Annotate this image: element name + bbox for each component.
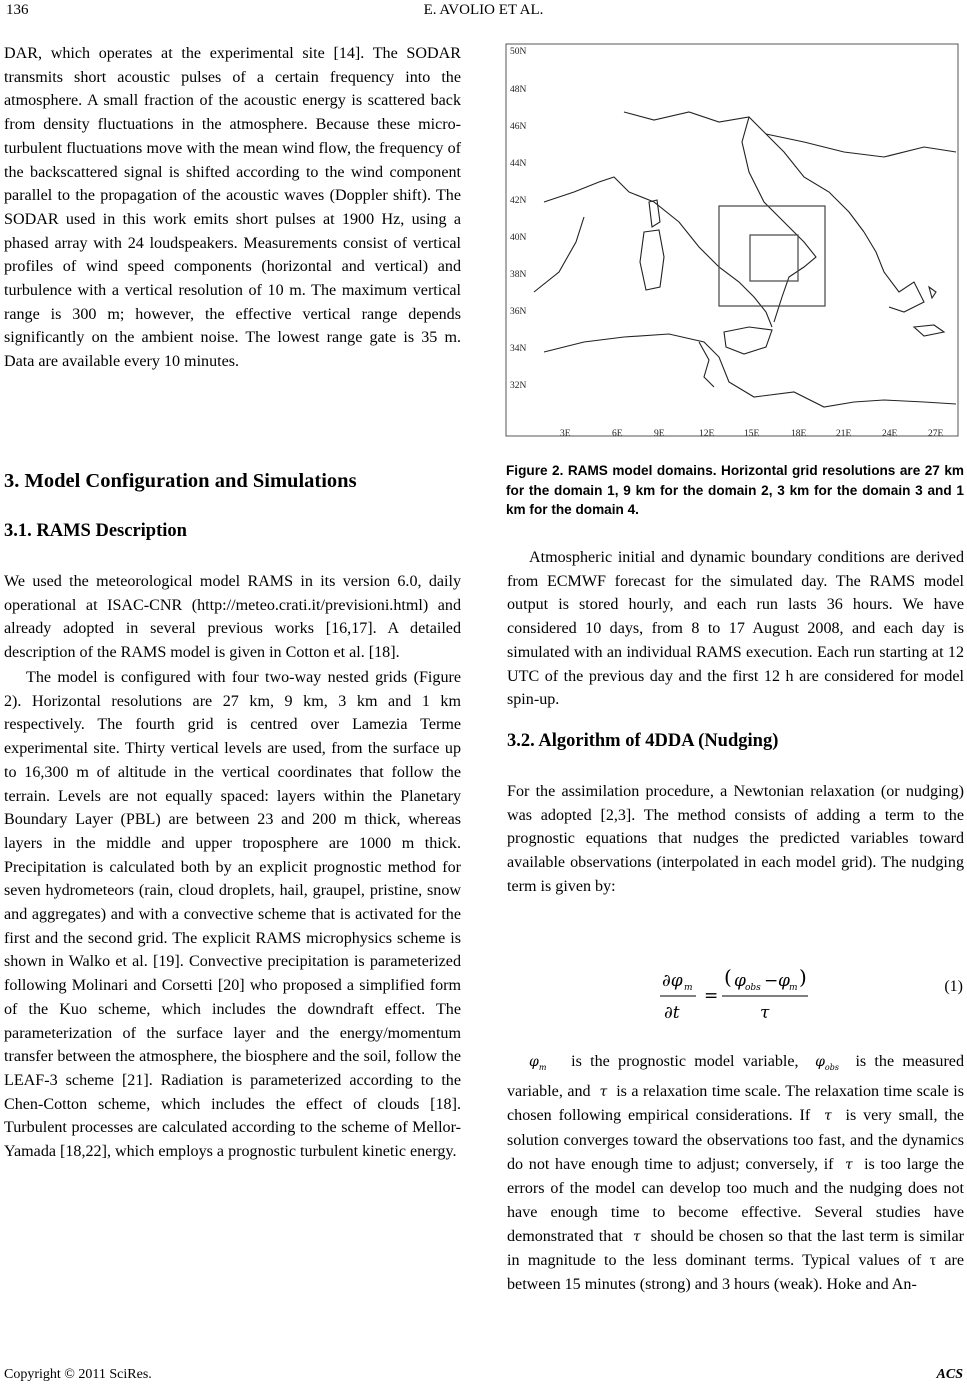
lon-label: 9E [654, 429, 665, 439]
svg-text:∂t: ∂t [664, 1003, 680, 1023]
svg-text:φ: φ [734, 971, 746, 991]
lat-label: 36N [510, 307, 527, 317]
nudging-equation [660, 960, 820, 1035]
svg-text:−: − [764, 971, 779, 991]
lat-label: 48N [510, 85, 527, 95]
lon-label: 12E [699, 429, 715, 439]
lat-label: 32N [510, 381, 527, 391]
subsection-title-3-2: 3.2. Algorithm of 4DDA (Nudging) [507, 731, 779, 751]
svg-text:obs: obs [745, 983, 761, 993]
journal-name: ACS [936, 1367, 963, 1382]
svg-text:m: m [789, 983, 798, 993]
copyright: Copyright © 2011 SciRes. [4, 1367, 152, 1382]
lon-label: 3E [560, 429, 571, 439]
svg-text:τ: τ [760, 1003, 770, 1023]
svg-text:): ) [799, 965, 807, 989]
lat-label: 38N [510, 270, 527, 280]
longitude-labels [560, 429, 944, 439]
lon-label: 21E [836, 429, 852, 439]
lon-label: 24E [882, 429, 898, 439]
rams-domains-map [504, 42, 964, 447]
subsection-title-3-1: 3.1. RAMS Description [4, 521, 187, 541]
lat-label: 40N [510, 233, 527, 243]
lon-label: 15E [744, 429, 760, 439]
lon-label: 18E [791, 429, 807, 439]
figure-caption: Figure 2. RAMS model domains. Horizontal grid resolutions are 27 km for the domain 1, 9 km for the domain 2, 3 km for the domain 3 and 1 km for the domain 4. [506, 463, 964, 517]
left-paragraph-3: The model is configured with four two-way nested grids (Figure 2). Horizontal resolutions are 27 km, 9 km, 3 km and 1 km respectively. The fourth grid is centred over Lamezia Terme experimental site. Thirty vertical levels are used, from the surface up to 16,300 m of altitude in the vertical coordinates that follow the terrain. Levels are not equally spaced: layers within the Planetary Boundary Layer (PBL) are between 23 and 200 m thick, whereas layers in the middle and upper troposphere are 1000 m thick. Precipitation is calculated both by an explicit prognostic method for seven hydrometeors (rain, cloud droplets, hail, graupel, pristine, snow and aggregates) and with a convective scheme that is activated for the first and the second grid. The explicit RAMS microphysics scheme is shown in Walko et al. [19]. Convective precipitation is parameterized following Molinari and Corsetti [20] who proposed a simplified form of the Kuo scheme, which includes the downdraft effect. The parameterization of the surface layer and the energy/momentum transfer between the atmosphere, the biosphere and the soil, follow the LEAF-3 scheme [21]. Radiation is parameterized according to the Chen-Cotton scheme, which includes the effect of clouds [18]. Turbulent processes are calculated according to the scheme of Mellor-Yamada [18,22], which employs a prognostic turbulent kinetic energy. [4, 669, 461, 1161]
lat-label: 34N [510, 344, 527, 354]
lat-label: 50N [510, 47, 527, 57]
svg-text:(: ( [724, 965, 732, 989]
equation-number: (1) [944, 978, 963, 995]
svg-text:φ: φ [778, 971, 790, 991]
svg-text:∂φ: ∂φ [662, 971, 683, 991]
lon-label: 6E [612, 429, 623, 439]
right-paragraph-1: Atmospheric initial and dynamic boundary conditions are derived from ECMWF forecast for the simulated day. The RAMS model output is stored hourly, and each run lasts 36 hours. We have considered 10 days, from 8 to 17 August 2008, and each day is simulated with an individual RAMS execution. Each run starting at 12 UTC of the previous day and the first 12 h are considered for model spin-up. [507, 549, 964, 709]
svg-text:m: m [684, 983, 693, 993]
lat-label: 46N [510, 122, 527, 132]
right-paragraph-2: For the assimilation procedure, a Newtonian relaxation (or nudging) was adopted [2,3]. The method consists of adding a term to the prognostic equations that nudges the predicted variables toward available observations (interpolated in each model grid). The nudging term is given by: [507, 783, 964, 895]
lon-label: 27E [928, 429, 944, 439]
lat-label: 44N [510, 159, 527, 169]
page-number: 136 [6, 2, 29, 18]
svg-text:=: = [704, 986, 719, 1006]
section-title: 3. Model Configuration and Simulations [4, 470, 357, 492]
lat-label: 42N [510, 196, 527, 206]
right-paragraph-3: $\varphi_m$ is the prognostic model variable, $\varphi_{obs}$ is the measured variable, and τ is a relaxation time scale. The relaxation time scale is chosen following empirical considerations. If τ is very small, the solution converges toward the observations too fast, and the dynamics do not have enough time to adjust; conversely, if τ is too large the errors of the model can develop too much and the nudging does not have enough time to become effective. Several studies have demonstrated that τ should be chosen so that the last term is similar in magnitude to the less dominant terms. Typical values of τ are between 15 minutes (strong) and 3 hours (weak). Hoke and An- [507, 1053, 965, 1294]
running-title: E. AVOLIO ET AL. [423, 2, 544, 18]
left-paragraph-2: We used the meteorological model RAMS in its version 6.0, daily operational at ISAC-CNR (http://meteo.crati.it/previsioni.html) and already adopted in several previous works [16,17]. A detailed description of the RAMS model is given in Cotton et al. [18]. [4, 573, 461, 662]
left-paragraph-1: DAR, which operates at the experimental site [14]. The SODAR transmits short acoustic pulses of a certain frequency into the atmosphere. A small fraction of the acoustic energy is scattered back from density fluctuations in the atmosphere. Because these micro-turbulent fluctuations move with the mean wind flow, the frequency of the backscattered signal is shifted according to the wind component parallel to the propagation of the acoustic waves (Doppler shift). The SODAR used in this work emits short pulses at 1900 Hz, using a phased array with 24 loudspeakers. Measurements consist of vertical profiles of wind speed components (horizontal and vertical) and turbulence with a vertical resolution of 10 m. The maximum vertical range is 300 m; however, the effective vertical range depends significantly on the ambient noise. The lowest range gate is 35 m. Data are available every 10 minutes. [4, 45, 461, 371]
